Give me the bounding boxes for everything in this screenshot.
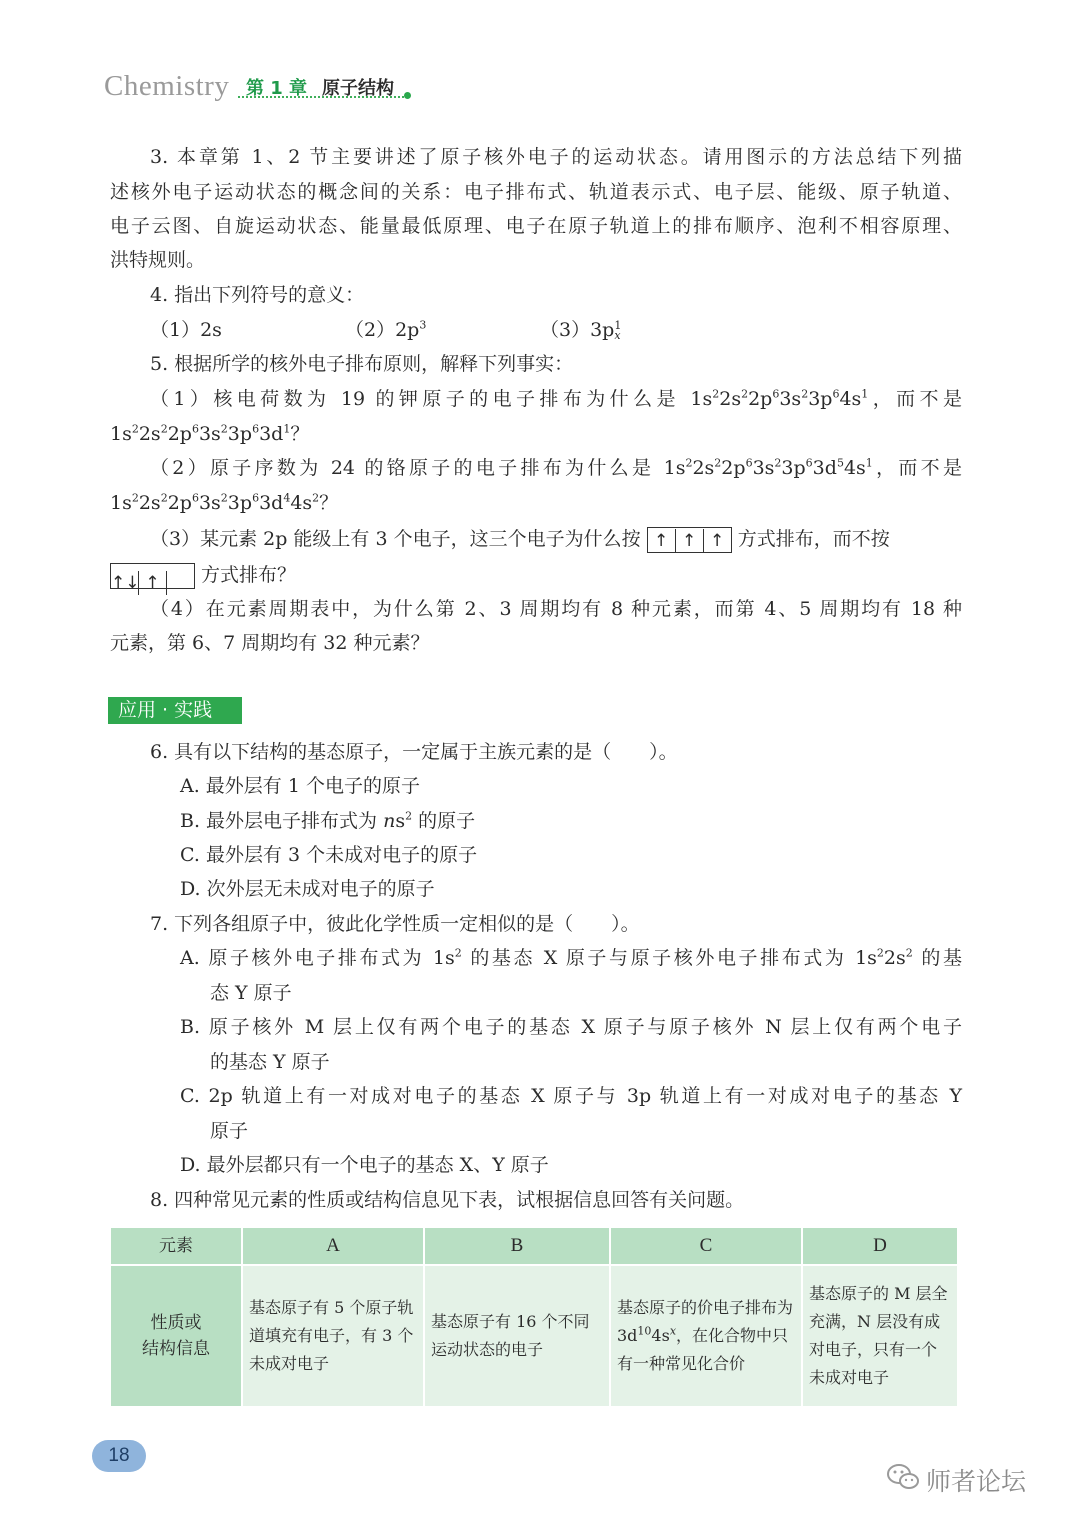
- table-row-label: 性质或 结构信息: [110, 1265, 242, 1407]
- table-cell-a: 基态原子有 5 个原子轨道填充有电子，有 3 个未成对电子: [242, 1265, 424, 1407]
- header-chapter: 第 1 章: [246, 78, 308, 99]
- table-header-d: D: [802, 1227, 958, 1265]
- q5-part-1-line-1: （1）核电荷数为 19 的钾原子的电子排布为什么是 $1s^22s^22p^63s^23p^64s^1$，而不是: [150, 387, 962, 410]
- q6-option-c: C. 最外层有 3 个未成对电子的原子: [180, 844, 478, 866]
- wechat-icon: [886, 1462, 920, 1498]
- q7-option-b-line-1: B. 原子核外 M 层上仅有两个电子的基态 X 原子与原子核外 N 层上仅有两个电子: [180, 1016, 962, 1038]
- q7-option-a-line-1: A. 原子核外电子排布式为 $1s^2$ 的基态 X 原子与原子核外电子排布式为 $1s^22s^2$ 的基: [180, 946, 962, 969]
- q5-part-3-line-1: （3）某元素 2p 能级上有 3 个电子，这三个电子为什么按 ↑ ↑ ↑ 方式排布，而不按: [150, 528, 890, 551]
- header-brand: Chemistry: [104, 70, 230, 102]
- q7-option-c-line-2: 原子: [210, 1120, 249, 1142]
- q4-stem: 4. 指出下列符号的意义：: [150, 284, 365, 306]
- table-header-c: C: [610, 1227, 802, 1265]
- q7-option-d: D. 最外层都只有一个电子的基态 X、Y 原子: [180, 1154, 549, 1176]
- q6-stem: 6. 具有以下结构的基态原子，一定属于主族元素的是（ ）。: [150, 741, 678, 763]
- watermark-text: 师者论坛: [926, 1467, 1027, 1496]
- table-row: [110, 1265, 958, 1407]
- header-title: 原子结构: [322, 78, 394, 99]
- table-header-b: B: [424, 1227, 610, 1265]
- q3-line-4: 洪特规则。: [110, 249, 206, 271]
- q4-option-2: $(2)2p^3$: [345, 318, 427, 341]
- q5-stem: 5. 根据所学的核外电子排布原则，解释下列事实：: [150, 353, 574, 375]
- q5-part-2-line-2: $1s^22s^22p^63s^23p^63d^44s^2$？: [110, 491, 339, 514]
- section-banner: 应用 · 实践: [108, 697, 242, 724]
- q6-option-d: D. 次外层无未成对电子的原子: [180, 878, 435, 900]
- table-cell-b: 基态原子有 16 个不同运动状态的电子: [424, 1265, 610, 1407]
- orbital-box-paired: ↑↓ ↑: [110, 563, 195, 589]
- q5-part-2-line-1: （2）原子序数为 24 的铬原子的电子排布为什么是 $1s^22s^22p^63s^23p^63d^54s^1$，而不是: [150, 456, 962, 479]
- q5-part-4-line-1: （4）在元素周期表中，为什么第 2、3 周期均有 8 种元素，而第 4、5 周期均有 18 种: [150, 598, 962, 620]
- header-dot-icon: [404, 92, 411, 99]
- q6-option-a: A. 最外层有 1 个电子的原子: [180, 775, 420, 797]
- table-cell-d: 基态原子的 M 层全充满，N 层没有成对电子，只有一个未成对电子: [802, 1265, 958, 1407]
- table-header-element: 元素: [110, 1227, 242, 1265]
- q5-part-1-line-2: $1s^22s^22p^63s^23p^63d^1$？: [110, 422, 310, 445]
- q3-line-2: 述核外电子运动状态的概念间的关系：电子排布式、轨道表示式、电子层、能级、原子轨道、: [110, 181, 962, 203]
- q6-option-b: B. 最外层电子排布式为 $ns^2$ 的原子: [180, 809, 476, 832]
- q4-option-3: （3）3p 1 x: [540, 319, 622, 342]
- q7-stem: 7. 下列各组原子中，彼此化学性质一定相似的是（ ）。: [150, 913, 640, 935]
- q4-option-1: （1）2s: [150, 319, 222, 341]
- table-header-a: A: [242, 1227, 424, 1265]
- table-header-row: [110, 1227, 958, 1265]
- q3-line-1: 3. 本章第 1、2 节主要讲述了原子核外电子的运动状态。请用图示的方法总结下列描: [150, 146, 962, 168]
- q3-line-3: 电子云图、自旋运动状态、能量最低原理、电子在原子轨道上的排布顺序、泡利不相容原理、: [110, 215, 962, 237]
- q5-part-4-line-2: 元素，第 6、7 周期均有 32 种元素？: [110, 632, 430, 654]
- element-info-table: [109, 1226, 959, 1408]
- q7-option-b-line-2: 的基态 Y 原子: [210, 1051, 330, 1073]
- orbital-box-parallel: ↑ ↑ ↑: [647, 527, 732, 553]
- header-divider: [238, 96, 408, 98]
- q5-part-3-line-2: ↑↓ ↑ 方式排布？: [111, 564, 297, 593]
- q7-option-a-line-2: 态 Y 原子: [210, 982, 292, 1004]
- page-number: 18: [92, 1440, 146, 1472]
- table-cell-c: 基态原子的价电子排布为 $3d^{10}4s^x$，在化合物中只有一种常见化合价: [610, 1265, 802, 1407]
- q7-option-c-line-1: C. 2p 轨道上有一对成对电子的基态 X 原子与 3p 轨道上有一对成对电子的基态 Y: [180, 1085, 962, 1107]
- q8-stem: 8. 四种常见元素的性质或结构信息见下表，试根据信息回答有关问题。: [150, 1189, 745, 1211]
